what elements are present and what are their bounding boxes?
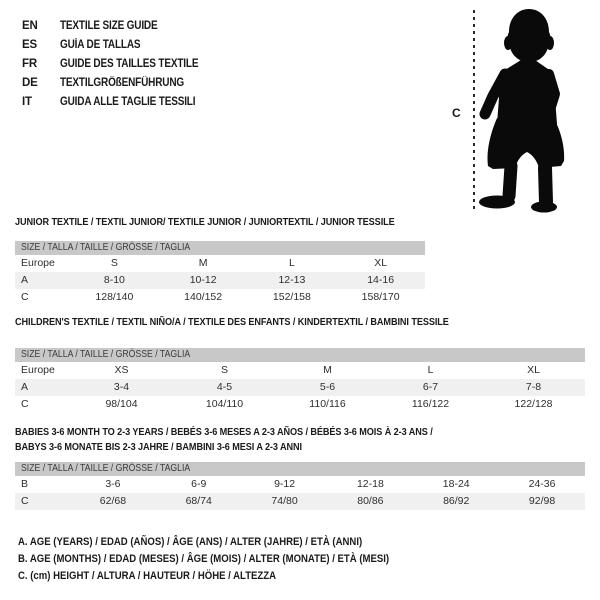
table-row	[15, 255, 425, 272]
table-cell: 128/140	[95, 291, 134, 303]
babies-table	[15, 462, 585, 510]
table-cell: 80/86	[357, 495, 384, 507]
table-cell: L	[288, 257, 295, 269]
legend-line-b: B. AGE (MONTHS) / EDAD (MESES) / ÂGE (MOIS) / ALTER (MONATE) / ETÀ (MESI)	[18, 553, 390, 565]
table-cell: 18-24	[442, 478, 470, 490]
table-cell: 6-9	[191, 478, 207, 490]
table-row	[15, 362, 585, 379]
table-cell: 9-12	[274, 478, 296, 490]
row-label: Europe	[21, 257, 55, 269]
table-row	[15, 289, 425, 306]
language-row-en	[22, 16, 219, 35]
table-cell: M	[198, 257, 208, 269]
row-label: C	[21, 495, 29, 507]
legend-line-a: A. AGE (YEARS) / EDAD (AÑOS) / ÂGE (ANS) / ALTER (JAHRE) / ETÀ (ANNI)	[18, 536, 363, 548]
children-size-header: SIZE / TALLA / TAILLE / GRÖSSE / TAGLIA	[15, 348, 585, 362]
table-row	[15, 272, 425, 289]
babies-section-title: BABIES 3-6 MONTH TO 2-3 YEARS / BEBÉS 3-6 MESES A 2-3 AÑOS / BÉBÉS 3-6 MOIS À 2-3 ANS / BABYS 3-6 MONATE BIS 2-3 JAHRE / BAMBINI 3-6 MESI A 2-3 ANNI	[15, 426, 433, 453]
table-cell: 68/74	[185, 495, 212, 507]
language-label: GUIDE DES TAILLES TEXTILE	[60, 57, 199, 70]
language-label: GUIDA ALLE TAGLIE TESSILI	[60, 95, 196, 108]
language-label: TEXTILE SIZE GUIDE	[60, 19, 158, 32]
language-list	[22, 16, 219, 111]
table-cell: 12-13	[278, 274, 306, 286]
table-cell: 10-12	[189, 274, 217, 286]
language-row-fr	[22, 54, 219, 73]
table-cell: 86/92	[443, 495, 470, 507]
table-row	[15, 379, 585, 396]
table-cell: 3-4	[113, 381, 130, 393]
table-cell: 158/170	[361, 291, 400, 303]
language-code: IT	[22, 95, 32, 108]
table-cell: 62/68	[99, 495, 127, 507]
children-table	[15, 348, 585, 413]
table-cell: 74/80	[271, 495, 298, 507]
language-code: DE	[22, 76, 38, 89]
language-code: EN	[22, 19, 38, 32]
row-label: C	[21, 291, 29, 303]
table-cell: 5-6	[319, 381, 336, 393]
table-cell: 4-5	[216, 381, 233, 393]
table-cell: 98/104	[105, 398, 138, 410]
language-row-es	[22, 35, 219, 54]
table-cell: 14-16	[367, 274, 395, 286]
table-cell: S	[220, 364, 228, 376]
junior-size-header: SIZE / TALLA / TAILLE / GRÖSSE / TAGLIA	[15, 241, 425, 255]
table-cell: XS	[114, 364, 129, 376]
table-cell: 7-8	[525, 381, 542, 393]
babies-size-header: SIZE / TALLA / TAILLE / GRÖSSE / TAGLIA	[15, 462, 585, 476]
baby-silhouette-shape	[479, 9, 564, 213]
table-cell: 152/158	[272, 291, 311, 303]
language-label: TEXTILGRÖßENFÜHRUNG	[60, 76, 184, 89]
junior-section-title: JUNIOR TEXTILE / TEXTIL JUNIOR/ TEXTILE JUNIOR / JUNIORTEXTIL / JUNIOR TESSILE	[15, 216, 395, 228]
baby-silhouette-icon	[469, 4, 594, 214]
row-label: B	[21, 478, 29, 490]
language-row-it	[22, 92, 219, 111]
table-cell: L	[427, 364, 434, 376]
language-row-de	[22, 73, 219, 92]
table-cell: 140/152	[184, 291, 223, 303]
table-cell: S	[110, 257, 118, 269]
row-label: A	[21, 381, 29, 393]
children-section-title: CHILDREN'S TEXTILE / TEXTIL NIÑO/A / TEXTILE DES ENFANTS / KINDERTEXTIL / BAMBINI TESSILE	[15, 316, 449, 328]
row-label: A	[21, 274, 29, 286]
table-row	[15, 493, 585, 510]
table-cell: XL	[374, 257, 388, 269]
table-cell: 104/110	[205, 398, 244, 410]
table-cell: 3-6	[105, 478, 121, 490]
table-cell: M	[323, 364, 332, 376]
junior-table	[15, 241, 425, 306]
table-row	[15, 396, 585, 413]
table-cell: 116/122	[411, 398, 450, 410]
table-cell: 92/98	[528, 495, 556, 507]
table-cell: 110/116	[309, 398, 346, 410]
table-cell: 122/128	[514, 398, 553, 410]
row-label: C	[21, 398, 29, 410]
height-measure-label: C	[452, 106, 461, 120]
legend-line-c: C. (cm) HEIGHT / ALTURA / HAUTEUR / HÖHE / ALTEZZA	[18, 570, 277, 582]
row-label: Europe	[21, 364, 55, 376]
language-code: ES	[22, 38, 37, 51]
language-label: GUÍA DE TALLAS	[60, 38, 141, 51]
table-cell: XL	[527, 364, 540, 376]
table-cell: 8-10	[103, 274, 125, 286]
table-row	[15, 476, 585, 493]
table-cell: 6-7	[422, 381, 439, 393]
table-cell: 12-18	[356, 478, 384, 490]
table-cell: 24-36	[528, 478, 556, 490]
measurement-legend	[18, 534, 445, 585]
language-code: FR	[22, 57, 37, 70]
